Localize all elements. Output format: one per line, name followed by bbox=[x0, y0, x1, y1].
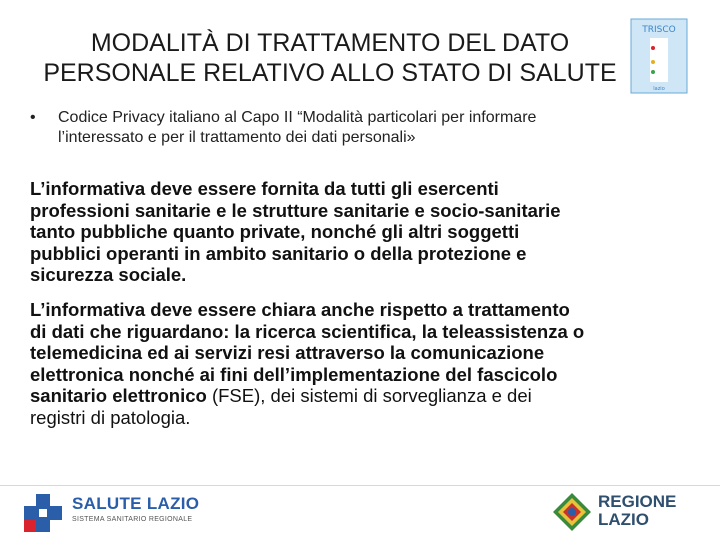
slide-title bbox=[20, 28, 640, 88]
trisco-logo bbox=[630, 18, 688, 94]
paragraph-2-line: registri di patologia. bbox=[30, 406, 191, 428]
regione-lazio-logo bbox=[598, 493, 676, 529]
bullet-marker: • bbox=[30, 109, 36, 126]
salute-lazio-subtitle: SISTEMA SANITARIO REGIONALE bbox=[72, 516, 193, 523]
regione-lazio-emblem-icon bbox=[552, 492, 592, 532]
paragraph-2-line: di dati che riguardano: la ricerca scientifica, la teleassistenza o bbox=[30, 320, 585, 342]
paragraph-1-line: sicurezza sociale. bbox=[30, 264, 187, 285]
salute-lazio-cross-icon bbox=[22, 492, 64, 534]
trisco-logo-text: TRISCO bbox=[642, 25, 676, 35]
paragraph-2 bbox=[30, 299, 670, 428]
paragraph-1-line: professioni sanitarie e le strutture sanitarie e socio-sanitarie bbox=[30, 199, 561, 221]
bullet-text bbox=[58, 108, 658, 148]
trisco-logo-sub: lazio bbox=[653, 86, 665, 92]
paragraph-1 bbox=[30, 178, 670, 286]
footer-divider bbox=[0, 485, 720, 486]
salute-lazio-logo bbox=[72, 494, 199, 523]
salute-lazio-name: SALUTE LAZIO bbox=[72, 494, 200, 513]
paragraph-2-line: telemedicina ed ai servizi resi attraverso la comunicazione bbox=[30, 342, 545, 363]
paragraph-1-line: tanto pubbliche quanto private, nonché gli altri soggetti bbox=[30, 221, 520, 242]
title-line-1: MODALITÀ DI TRATTAMENTO DEL DATO bbox=[90, 29, 570, 57]
paragraph-1-line: pubblici operanti in ambito sanitario o della protezione e bbox=[30, 242, 527, 264]
paragraph-2-bold-term: sanitario elettronico bbox=[30, 385, 207, 406]
paragraph-2-line-mixed bbox=[30, 385, 670, 407]
paragraph-1-line: L’informativa deve essere fornita da tutti gli esercenti bbox=[30, 178, 499, 199]
regione-lazio-line-2: LAZIO bbox=[598, 510, 649, 529]
regione-lazio-line-1: REGIONE bbox=[598, 492, 677, 511]
title-line-2: PERSONALE RELATIVO ALLO STATO DI SALUTE bbox=[43, 59, 617, 87]
paragraph-2-line: L’informativa deve essere chiara anche rispetto a trattamento bbox=[30, 299, 570, 320]
paragraph-2-rest: (FSE), dei sistemi di sorveglianza e dei bbox=[206, 385, 532, 406]
paragraph-2-line: elettronica nonché ai fini dell’implementazione del fascicolo bbox=[30, 363, 558, 385]
bullet-text-line-1: Codice Privacy italiano al Capo II “Modalità particolari per informare bbox=[58, 109, 537, 126]
bullet-text-line-2: l’interessato e per il trattamento dei dati personali» bbox=[58, 129, 416, 146]
